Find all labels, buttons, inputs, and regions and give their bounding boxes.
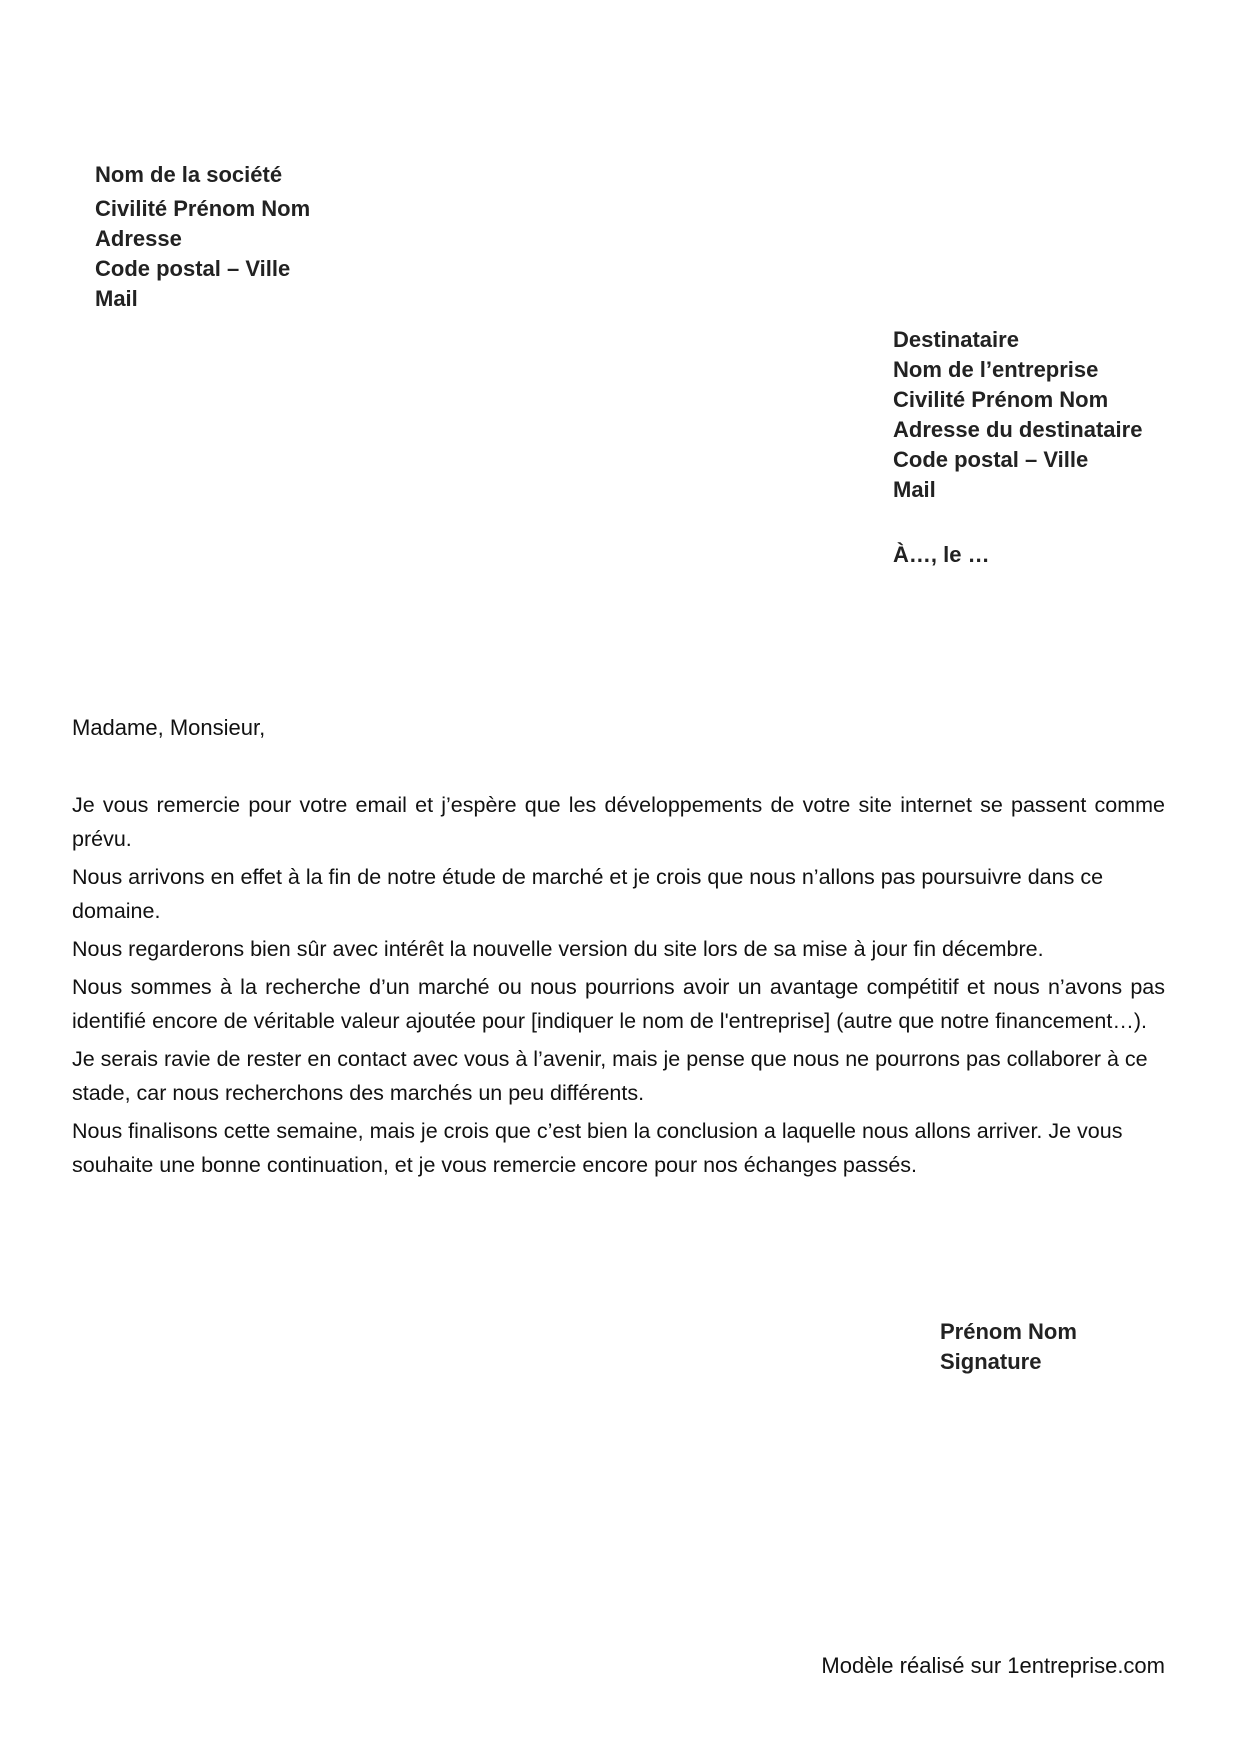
sender-company: Nom de la société	[95, 162, 283, 187]
recipient-block	[893, 325, 1142, 505]
signature-label: Signature	[940, 1349, 1042, 1374]
recipient-city: Code postal – Ville	[893, 447, 1089, 472]
recipient-address: Adresse du destinataire	[893, 417, 1143, 442]
sender-city: Code postal – Ville	[95, 256, 291, 281]
footer-credit: Modèle réalisé sur 1entreprise.com	[821, 1653, 1165, 1678]
recipient-mail: Mail	[893, 477, 936, 502]
signature-block	[940, 1317, 1077, 1377]
sender-address: Adresse	[95, 226, 182, 251]
body-paragraph: Je vous remercie pour votre email et j’espère que les développements de votre site internet se passent comme prévu.	[72, 793, 1165, 851]
sender-mail: Mail	[95, 286, 138, 311]
salutation: Madame, Monsieur,	[72, 715, 266, 740]
signature-name: Prénom Nom	[940, 1319, 1077, 1344]
recipient-name: Civilité Prénom Nom	[893, 387, 1109, 412]
body-paragraph: Nous sommes à la recherche d’un marché ou nous pourrions avoir un avantage compétitif et nous n’avons pas identifié encore de véritable valeur ajoutée pour [indiquer le nom de l'entreprise] (autre que notre financement…).	[72, 975, 1165, 1033]
body-paragraph: Nous finalisons cette semaine, mais je crois que c’est bien la conclusion a laquelle nous allons arriver. Je vous souhaite une bonne continuation, et je vous remercie encore pour nos échanges passés.	[72, 1119, 1123, 1177]
sender-name: Civilité Prénom Nom	[95, 196, 311, 221]
sender-block	[95, 160, 310, 314]
recipient-label: Destinataire	[893, 327, 1019, 352]
date-line: À…, le …	[893, 542, 990, 567]
body-paragraph: Nous regarderons bien sûr avec intérêt la nouvelle version du site lors de sa mise à jour fin décembre.	[72, 937, 1044, 961]
body-paragraph: Je serais ravie de rester en contact avec vous à l’avenir, mais je pense que nous ne pourrons pas collaborer à ce stade, car nous recherchons des marchés un peu différents.	[72, 1047, 1148, 1105]
letter-body	[72, 788, 1165, 1186]
body-paragraph: Nous arrivons en effet à la fin de notre étude de marché et je crois que nous n’allons pas poursuivre dans ce domaine.	[72, 865, 1104, 923]
recipient-company: Nom de l’entreprise	[893, 357, 1099, 382]
